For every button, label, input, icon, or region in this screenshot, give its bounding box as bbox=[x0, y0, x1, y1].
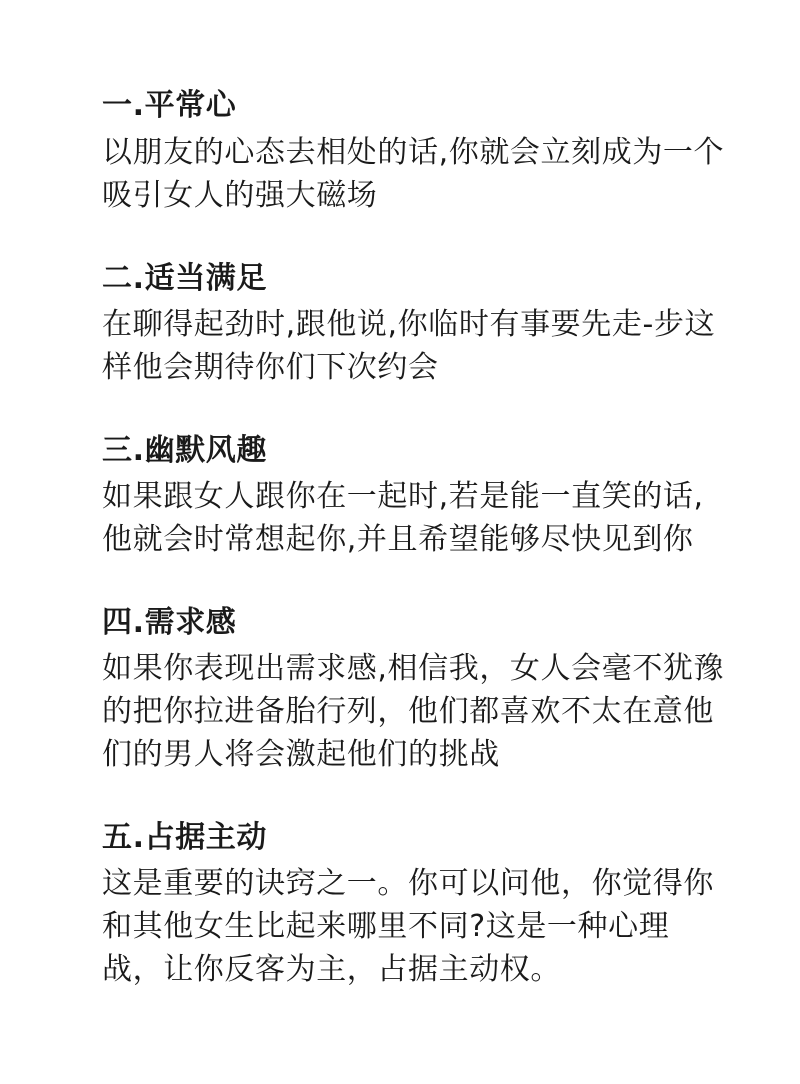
section-3-heading: 三.幽默风趣 bbox=[102, 433, 267, 468]
section-5-line-1: 这是重要的诀窍之一。你可以问他，你觉得你 bbox=[102, 866, 714, 901]
section-5-heading: 五.占据主动 bbox=[102, 820, 267, 855]
section-4-heading: 四.需求感 bbox=[102, 605, 237, 640]
section-4-line-2: 的把你拉进备胎行列，他们都喜欢不太在意他 bbox=[102, 694, 714, 729]
section-4-line-3: 们的男人将会激起他们的挑战 bbox=[102, 737, 500, 772]
section-1-line-1: 以朋友的心态去相处的话,你就会立刻成为一个 bbox=[102, 135, 725, 170]
section-1-line-2: 吸引女人的强大磁场 bbox=[102, 178, 378, 213]
section-5-line-3: 战，让你反客为主，占据主动权。 bbox=[102, 952, 561, 987]
section-4-line-1: 如果你表现出需求感,相信我，女人会毫不犹豫 bbox=[102, 651, 725, 686]
section-1-heading: 一.平常心 bbox=[102, 88, 237, 123]
section-2-heading: 二.适当满足 bbox=[102, 261, 267, 296]
section-5-line-2: 和其他女生比起来哪里不同?这是一种心理 bbox=[102, 909, 670, 944]
section-3-line-1: 如果跟女人跟你在一起时,若是能一直笑的话, bbox=[102, 479, 704, 514]
section-3-line-2: 他就会时常想起你,并且希望能够尽快见到你 bbox=[102, 522, 694, 557]
section-2-line-2: 样他会期待你们下次约会 bbox=[102, 350, 439, 385]
section-2-line-1: 在聊得起劲时,跟他说,你临时有事要先走-步这 bbox=[102, 307, 716, 342]
